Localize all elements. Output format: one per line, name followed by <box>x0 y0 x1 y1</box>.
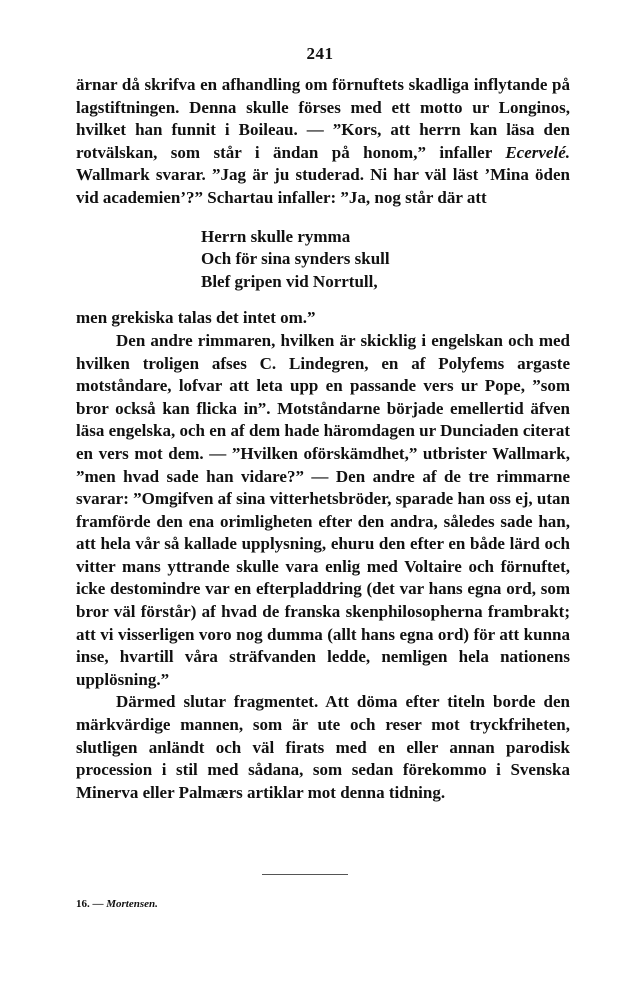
verse-line-3: Blef gripen vid Norrtull, <box>201 271 378 291</box>
verse-line-1: Herrn skulle rymma <box>201 226 351 246</box>
paragraph-4: Därmed slutar fragmentet. Att döma efter titeln borde den märkvärdige mannen, som är ute och reser mot tryckfriheten, slutligen anländt och väl firats med en eller annan parodisk procession i stil med sådana, som sedan förekommo i Svenska Minerva eller Palmærs artiklar mot denna tidning. <box>76 692 570 802</box>
verse-line-2: Och för sina synders skull <box>201 249 390 269</box>
paragraph-2: men grekiska talas det intet om.” <box>76 308 316 328</box>
paragraph-1-part2: Wallmark svarar. ”Jag är ju studerad. Ni har väl läst ’Mina öden vid academien’?” Schartau infaller: ”Ja, nog står där att <box>76 165 570 207</box>
paragraph-1-part1: ärnar då skrifva en afhandling om förnuftets skadliga inflytande på lagstiftningen. Denna skulle förses med ett motto ur Longinos, hvilket han funnit i Boileau. — ”Kors, att herrn kan läsa den rotvälskan, som står i ändan på honom,” infaller <box>76 75 570 162</box>
paragraph-1 <box>76 74 570 210</box>
paragraph-3: Den andre rimmaren, hvilken är skicklig i engelskan och med hvilken troligen afses C. Lindegren, en af Polyfems argaste motståndare, lofvar att leta upp en passande vers ur Pope, ”som bror också kan flicka in”. Motståndarne började emellertid äfven läsa engelska, och en af dem hade häromdagen ur Dunciaden citerat en vers mot dem. — ”Hvilken oförskämdhet,” utbrister Wallmark, ”men hvad sade han vidare?” — Den andre af de tre rimmarne svarar: ”Omgifven af sina vitterhetsbröder, sparade han oss ej, utan framförde den ena orimligheten efter den andra, således sade han, att hela vår så kallade upplysning, ehuru den efter en både lärd och vitter mans yttrande skulle vara enlig med Voltaire och förnuftet, icke destomindre var en efterpladdring (det var hans egna ord, som bror väl förstår) af hvad de franska skenphilosopherna frambrakt; att vi visserligen voro nog dumma (allt hans egna ord) för att kunna inse, hvartill våra sträfvanden ledde, nemligen hela nationens upplösning.” <box>76 330 570 689</box>
page-number: 241 <box>306 44 334 63</box>
printer-signature <box>76 898 158 910</box>
verse-quote <box>201 226 570 294</box>
paragraph-1-italic: Ecervelé. <box>505 142 570 162</box>
signature-name: Mortensen. <box>106 898 158 910</box>
footer-divider <box>262 874 348 875</box>
signature-number: 16. — <box>76 898 104 910</box>
body-text <box>76 74 570 804</box>
